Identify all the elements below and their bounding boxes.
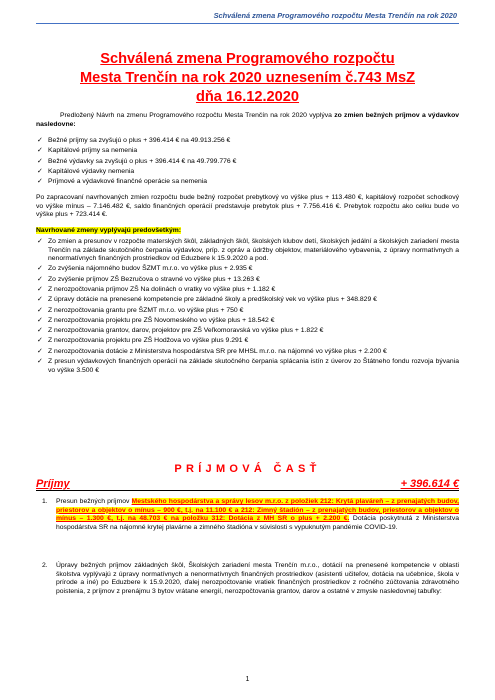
check-icon: ✓: [37, 275, 43, 283]
intro-text: Predložený Návrh na zmenu Programového rozpočtu Mesta Trenčín na rok 2020 vyplýva: [60, 112, 335, 119]
header-rule: [36, 23, 459, 24]
item-highlight: Mestského hospodárstva a správy lesov m.r.o. z položiek 212: Krytá plaváreň – z prenajatých budov, priestorov a objektov o mínus – 900 €, t.j. na 11.100 € a 212: Zimný štadión – z prenajatých budov, priestorov a objektov o mínus – 1.300 €, t.j. na 48.703 € na položku 312: Dotácia z MH SR o plus + 2.200 €.: [56, 498, 459, 523]
running-header: Schválená zmena Programového rozpočtu Mesta Trenčín na rok 2020: [213, 11, 457, 20]
check-icon: ✓: [37, 265, 43, 273]
check-icon: ✓: [37, 137, 43, 144]
document-title: [36, 50, 459, 107]
check-icon: ✓: [37, 306, 43, 314]
list-item: ✓ Zo zvýšenia nájomného budov ŠZMT m.r.o. vo výške plus + 2.935 €: [37, 265, 253, 273]
list-item: ✓ Z nerozpočtovania dotácie z Ministerstva hospodárstva SR pre MHSL m.r.o. na nájomné vo výške plus + 2.200 €: [37, 347, 387, 355]
item-rest: Dotácia poskytnutá z Ministerstva hospodárstva SR na nájomné krytej plavárne a zimného štadióna v súvislosti s vypuknutým pandémie COVID-19.: [56, 515, 459, 531]
summary-paragraph: Po zapracovaní navrhovaných zmien rozpočtu bude bežný rozpočet prebytkový vo výške plus + 113.480 €, kapitálový rozpočet schodkový vo výške mínus – 7.146.482 €, saldo finančných operácií predstavuje prebytok plus + 7.756.416 €. Prebytok rozpočtu ako celku bude vo výške plus + 723.414 €.: [36, 194, 459, 219]
item-number: 1.: [42, 498, 48, 505]
income-total-row: [36, 478, 459, 491]
title-line-1: Schválená zmena Programového rozpočtu: [100, 51, 395, 67]
page-number: 1: [245, 676, 250, 683]
list-item: ✓ Z nerozpočtovania grantu pre ŠZMT m.r.o. vo výške plus + 750 €: [37, 306, 244, 314]
check-icon: ✓: [37, 296, 43, 304]
check-icon: ✓: [37, 238, 43, 245]
numbered-list-1: [36, 498, 459, 532]
list-item: ✓ Bežné výdavky sa zvyšujú o plus + 396.414 € na 49.799.776 €: [37, 157, 237, 165]
changes-list: [36, 137, 459, 188]
check-icon: ✓: [37, 147, 43, 155]
list-item: ✓ Zo zmien a presunov v rozpočte materských škôl, základných škôl, školských klubov detí, školských jedální a školských zariadení mesta Trenčín na základe skutočného čerpania výdavkov, príp. z opráv a údržby objektov, materiálového vybavenia, z úpravy normatívnych a nenormatívnych finančných prostriedkov od Eduzbere k 15.9.2020 a pod.: [37, 238, 459, 263]
section-title: PRÍJMOVÁ ČASŤ: [174, 463, 321, 475]
list-item: ✓ Z presun výdavkových finančných operácií na základe skutočného čerpania splácania istín z úverov zo Štátneho fondu rozvoja bývania vo výške 3.500 €: [37, 358, 459, 374]
check-icon: ✓: [37, 178, 43, 186]
list-item: ✓ Z nerozpočtovania projektu pre ZŠ Novomeského vo výške plus + 18.542 €: [37, 316, 275, 324]
item-text: Úpravy bežných príjmov základných škôl, Školských zariadení mesta Trenčín m.r.o., dotácií na prenesené kompetencie v oblasti školstva vyplývajú z úpravy normatívnych a nenormatívnych finančných prostriedkov (asistenti učiteľov, dotácia na učebnice, škola v prírode a iné) po Eduzbere k 15.9.2020, ďalej nerozpočtovanie vratiek finančných prostriedkov z ročného zúčtovania zdravotného poistenia, z príjmov z prenájmu 3 bytov vrátane energií, nerozpočtovania grantov, darov a ostatné v zmysle nasledovnej tabuľky:: [56, 562, 459, 595]
intro-bold: zo zmien bežných príjmov a výdavkov nasledovne:: [36, 112, 459, 128]
check-icon: ✓: [37, 358, 43, 365]
check-icon: ✓: [37, 286, 43, 294]
income-label: Príjmy: [36, 478, 70, 490]
check-icon: ✓: [37, 347, 43, 355]
list-item: ✓ Kapitálové výdavky nemenia: [37, 167, 135, 175]
list-item: ✓ Z nerozpočtovania projektu pre ZŠ Hodžova vo výške plus 9.291 €: [37, 337, 249, 345]
intro-paragraph: [36, 112, 459, 129]
list-item: [36, 498, 459, 532]
highlight-label: Navrhované zmeny vyplývajú predovšetkým:: [36, 227, 182, 234]
check-icon: ✓: [37, 327, 43, 335]
list-item: ✓ Príjmové a výdavkové finančné operácie sa nemenia: [37, 178, 208, 186]
income-value: + 396.614 €: [400, 478, 459, 490]
list-item: ✓ Zo zvýšenie príjmov ZŠ Bezručova o stravné vo výške plus + 13.263 €: [37, 275, 260, 283]
list-item: ✓ Z úpravy dotácie na prenesené kompetencie pre základné školy a predškolský vek vo výške plus + 348.829 €: [37, 296, 377, 304]
list-item: [36, 562, 459, 596]
list-item: ✓ Z nerozpočtovania grantov, darov, projektov pre ZŠ Veľkomoravská vo výške plus + 1.822 €: [37, 327, 324, 335]
title-line-3: dňa 16.12.2020: [195, 89, 300, 105]
highlight-heading: [36, 227, 459, 236]
check-icon: ✓: [37, 157, 43, 165]
check-icon: ✓: [37, 316, 43, 324]
numbered-list-2: [36, 562, 459, 596]
item-lead: Presun bežných príjmov: [56, 498, 132, 505]
title-line-2: Mesta Trenčín na rok 2020 uznesením č.743 MsZ: [80, 70, 415, 86]
check-icon: ✓: [37, 167, 43, 175]
check-icon: ✓: [37, 337, 43, 345]
list-item: ✓ Bežné príjmy sa zvyšujú o plus + 396.414 € na 49.913.256 €: [37, 137, 231, 144]
list-item: ✓ Z nerozpočtovania príjmov ZŠ Na dolinách o vratky vo výške plus + 1.182 €: [37, 286, 276, 294]
item-number: 2.: [42, 562, 48, 569]
reasons-list: [36, 238, 459, 377]
list-item: ✓ Kapitálové príjmy sa nemenia: [37, 147, 138, 155]
